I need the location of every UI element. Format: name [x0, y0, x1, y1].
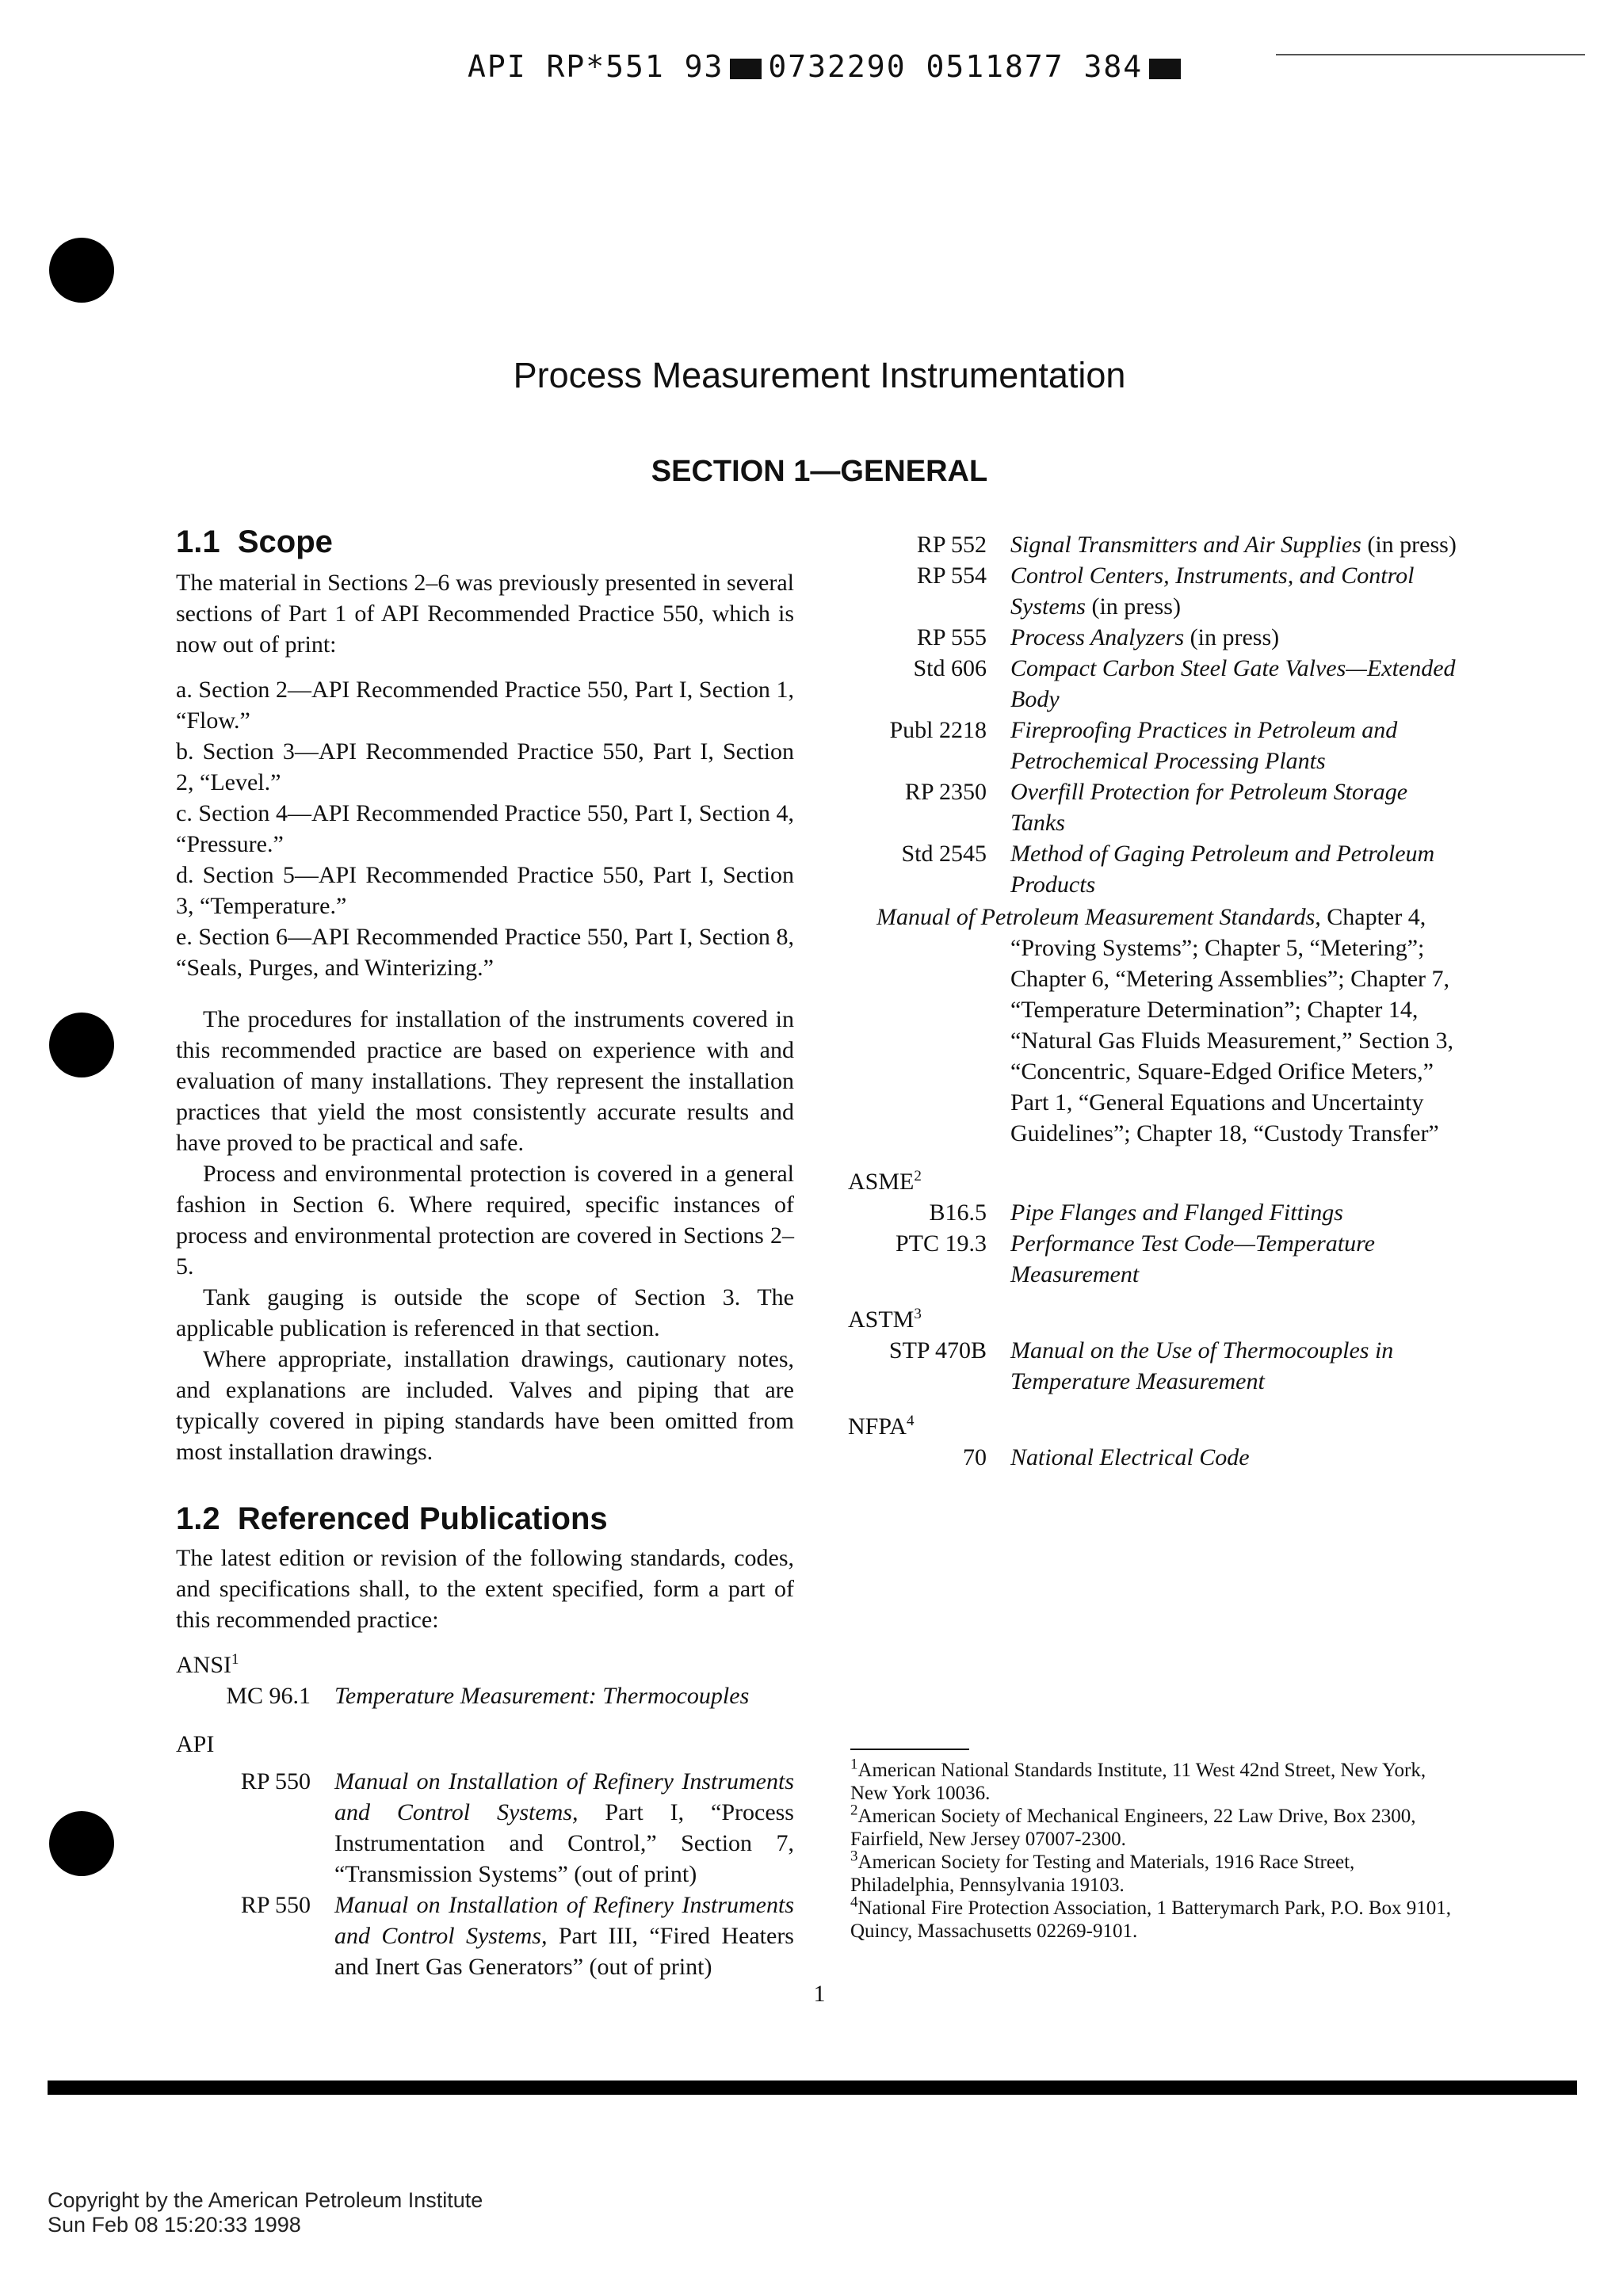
org-name: NFPA: [848, 1413, 907, 1440]
reference-title-italic: Process Analyzers: [1010, 624, 1185, 650]
reference-title: [1010, 715, 1462, 776]
header-block-mark: [730, 59, 762, 79]
reference-number: B16.5: [929, 1199, 987, 1226]
reference-title-italic: Control Centers, Instruments, and Control Systems: [1010, 563, 1415, 620]
reference-entry: [176, 1766, 794, 1890]
reference-number: Std 2545: [901, 841, 987, 867]
header-rule: [1276, 54, 1585, 55]
reference-number: RP 552: [916, 532, 987, 558]
page-title: Process Measurement Instrumentation: [513, 355, 1126, 395]
reference-number: MC 96.1: [226, 1683, 311, 1709]
mpms-entry: [848, 902, 1462, 1149]
footnote: [850, 1848, 1461, 1897]
footnote-text: American Society for Testing and Materials, 1916 Race Street, Philadelphia, Pennsylvania 19103.: [850, 1852, 1355, 1896]
nfpa-org: [848, 1411, 1462, 1442]
footnote: [850, 1756, 1461, 1805]
org-name: ASTM: [848, 1306, 915, 1333]
reference-title-italic: National Electrical Code: [1010, 1444, 1250, 1470]
footnote-marker: 4: [850, 1894, 858, 1911]
reference-number: Publ 2218: [889, 717, 987, 743]
reference-number: RP 550: [240, 1768, 311, 1794]
reference-entry: [848, 1228, 1462, 1290]
refpubs-heading-number: 1.2: [176, 1501, 220, 1536]
reference-title: [1010, 1228, 1462, 1290]
scope-paragraph: Process and environmental protection is covered in a general fashion in Section 6. Where required, specific instances of process and environmental protection are covered in Sections 2–5.: [176, 1161, 794, 1280]
reference-entry: [848, 622, 1462, 653]
scope-paragraph: Tank gauging is outside the scope of Section 3. The applicable publication is referenced in that section.: [176, 1284, 794, 1341]
reference-entry: [848, 1442, 1462, 1473]
scope-intro: The material in Sections 2–6 was previously presented in several sections of Part 1 of API Recommended Practice 550, which is now out of print:: [176, 570, 794, 658]
right-column: [848, 529, 1462, 1473]
left-column: [176, 524, 794, 1982]
reference-title-italic: Performance Test Code—Temperature Measurement: [1010, 1230, 1375, 1287]
reference-title-italic: Temperature Measurement: Thermocouples: [334, 1683, 750, 1709]
reference-detail: Part III, “Fired Heaters and Inert Gas Generators” (out of print): [334, 1923, 794, 1980]
reference-title: [1010, 529, 1462, 560]
footnote-marker: 1: [231, 1651, 239, 1668]
reference-title-italic: Fireproofing Practices in Petroleum and Petrochemical Processing Plants: [1010, 717, 1398, 774]
reference-number: RP 554: [916, 563, 987, 589]
reference-entry: [848, 776, 1462, 838]
org-name: ASME: [848, 1169, 915, 1195]
reference-number: STP 470B: [888, 1337, 987, 1363]
scope-heading: [176, 524, 794, 559]
list-item: e. Section 6—API Recommended Practice 550, Part I, Section 8, “Seals, Purges, and Winterizing.”: [176, 924, 794, 981]
reference-entry: [848, 560, 1462, 622]
page-number: 1: [813, 1981, 826, 2007]
api-org: API: [176, 1731, 215, 1757]
footnote-marker: 1: [850, 1756, 858, 1773]
reference-number: RP 550: [240, 1892, 311, 1918]
scope-paragraph: The procedures for installation of the instruments covered in this recommended practice are based on experience with and evaluation of many installations. They represent the installation practices that yield the most consistently accurate results and have proved to be practical and safe.: [176, 1006, 794, 1156]
header-code: API RP*551 93: [468, 49, 724, 84]
footnote-text: American Society of Mechanical Engineers, 22 Law Drive, Box 2300, Fairfield, New Jersey 07007-2300.: [850, 1806, 1416, 1850]
refpubs-intro: The latest edition or revision of the following standards, codes, and specifications shall, to the extent specified, form a part of this recommended practice:: [176, 1545, 794, 1633]
copyright-timestamp: Sun Feb 08 15:20:33 1998: [48, 2213, 301, 2237]
scope-heading-text: Scope: [237, 524, 333, 559]
reference-entry: [848, 653, 1462, 715]
refpubs-heading: [176, 1501, 794, 1536]
reference-title-italic: Manual on Installation of Refinery Instruments and Control Systems,: [334, 1892, 794, 1949]
footnote-marker: 2: [914, 1168, 922, 1184]
reference-entry: [848, 838, 1462, 900]
reference-title: [1010, 776, 1462, 838]
reference-detail: (in press): [1361, 532, 1457, 558]
header-number: 0732290 0511877 384: [768, 49, 1144, 84]
list-item: b. Section 3—API Recommended Practice 550, Part I, Section 2, “Level.”: [176, 738, 794, 795]
reference-title-italic: Signal Transmitters and Air Supplies: [1010, 532, 1361, 558]
reference-title: [1010, 838, 1462, 900]
footnote: [850, 1802, 1461, 1851]
reference-entry: [848, 1197, 1462, 1228]
reference-title: [1010, 560, 1462, 622]
reference-number: PTC 19.3: [895, 1230, 987, 1257]
reference-entry: [848, 1335, 1462, 1397]
reference-entry: [176, 1890, 794, 1982]
reference-title: [1010, 1335, 1462, 1397]
reference-title: [1010, 1442, 1462, 1473]
reference-title-italic: Manual on the Use of Thermocouples in Temperature Measurement: [1010, 1337, 1394, 1394]
scope-list: [176, 674, 794, 983]
punch-hole: [49, 1013, 114, 1077]
refpubs-heading-text: Referenced Publications: [237, 1501, 608, 1536]
punch-hole: [49, 1811, 114, 1876]
reference-title-italic: Overfill Protection for Petroleum Storage Tanks: [1010, 779, 1408, 836]
reference-title-italic: Manual on Installation of Refinery Instruments and Control Systems,: [334, 1768, 794, 1825]
reference-detail: (in press): [1085, 593, 1181, 620]
mpms-text: [876, 902, 1462, 1149]
copyright-line: Copyright by the American Petroleum Institute: [48, 2188, 483, 2212]
reference-title-italic: Manual of Petroleum Measurement Standards,: [876, 904, 1321, 930]
footnote-text: American National Standards Institute, 11 West 42nd Street, New York, New York 10036.: [850, 1760, 1426, 1804]
header-block-mark: [1149, 59, 1181, 79]
footnote-text: National Fire Protection Association, 1 Batterymarch Park, P.O. Box 9101, Quincy, Massachusetts 02269-9101.: [850, 1897, 1452, 1942]
reference-title-italic: Compact Carbon Steel Gate Valves—Extended Body: [1010, 655, 1456, 712]
reference-detail: Chapter 4, “Proving Systems”; Chapter 5, “Metering”; Chapter 6, “Metering Assemblies”; Chapter 7, “Temperature Determination”; Chapter 14, “Natural Gas Fluids Measurement,” Section 3, “Concentric, Square-Edged Orifice Meters,” Part 1, “General Equations and Uncertainty Guidelines”; Chapter 18, “Custody Transfer”: [1010, 904, 1454, 1146]
footnote-marker: 2: [850, 1802, 858, 1819]
footnote-marker: 4: [906, 1413, 915, 1429]
scope-heading-number: 1.1: [176, 524, 220, 559]
scope-paragraph: Where appropriate, installation drawings, cautionary notes, and explanations are included. Valves and piping that are typically covered in piping standards have been omitted from most installation drawings.: [176, 1346, 794, 1465]
list-item: c. Section 4—API Recommended Practice 550, Part I, Section 4, “Pressure.”: [176, 800, 794, 857]
footnote-rule: [850, 1749, 969, 1750]
section-heading: SECTION 1—GENERAL: [651, 455, 988, 488]
reference-number: 70: [963, 1444, 987, 1470]
reference-number: Std 606: [913, 655, 987, 681]
reference-number: RP 555: [916, 624, 987, 650]
footnote-marker: 3: [850, 1848, 858, 1865]
reference-number: RP 2350: [904, 779, 987, 805]
document-header: [468, 49, 1187, 84]
reference-title: [334, 1680, 794, 1711]
footnote-marker: 3: [914, 1306, 922, 1322]
bottom-bar: [48, 2081, 1577, 2095]
reference-title: [1010, 653, 1462, 715]
reference-entry: [176, 1680, 794, 1711]
copyright-notice: [48, 2188, 483, 2237]
reference-title-italic: Method of Gaging Petroleum and Petroleum Products: [1010, 841, 1435, 898]
astm-org: [848, 1304, 1462, 1335]
reference-title: [1010, 1197, 1462, 1228]
reference-detail: (in press): [1184, 624, 1280, 650]
reference-title-italic: Pipe Flanges and Flanged Fittings: [1010, 1199, 1343, 1226]
ansi-org: [176, 1650, 794, 1680]
reference-entry: [848, 529, 1462, 560]
list-item: a. Section 2—API Recommended Practice 550, Part I, Section 1, “Flow.”: [176, 677, 794, 734]
punch-hole: [49, 238, 114, 303]
reference-detail: Part I, “Process Instrumentation and Control,” Section 7, “Transmission Systems” (out of print): [334, 1799, 794, 1887]
list-item: d. Section 5—API Recommended Practice 550, Part I, Section 3, “Temperature.”: [176, 862, 794, 919]
footnote: [850, 1894, 1461, 1943]
reference-title: [1010, 622, 1462, 653]
reference-title: [334, 1766, 794, 1890]
reference-title: [334, 1890, 794, 1982]
footnotes: [850, 1756, 1461, 1943]
asme-org: [848, 1166, 1462, 1197]
org-name: ANSI: [176, 1652, 232, 1678]
reference-entry: [848, 715, 1462, 776]
